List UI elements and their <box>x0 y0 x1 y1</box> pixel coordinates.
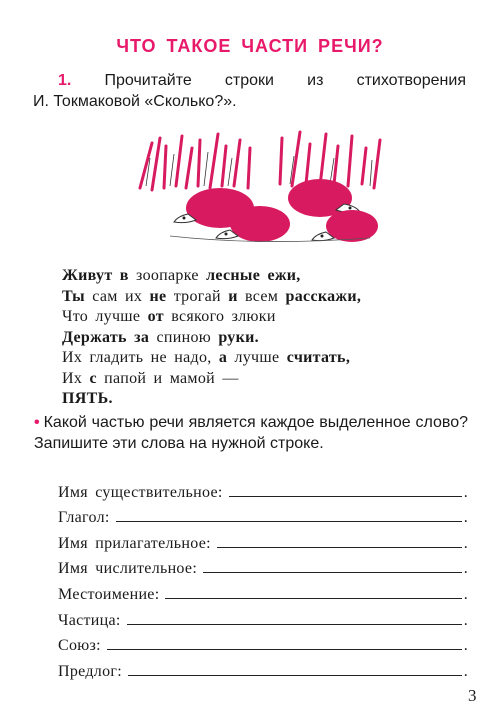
answer-rows <box>58 476 468 681</box>
highlighted-word: руки. <box>218 328 259 346</box>
hedgehogs-illustration <box>130 128 390 250</box>
task-word: строки <box>224 72 274 89</box>
poem-text: лучше <box>227 349 287 366</box>
highlighted-word: считать, <box>286 349 351 366</box>
task-line-2: И. Токмаковой «Сколько?». <box>33 93 237 110</box>
poem-line <box>62 389 462 410</box>
answer-line[interactable] <box>229 495 462 497</box>
poem-line <box>62 307 462 328</box>
poem-text: Их <box>62 369 90 387</box>
page-title: ЧТО ТАКОЕ ЧАСТИ РЕЧИ? <box>116 36 384 56</box>
highlighted-word: от <box>147 308 164 325</box>
highlighted-word: в <box>112 267 137 284</box>
row-label: Имя числительное: <box>58 560 198 578</box>
highlighted-word: за <box>134 328 150 346</box>
task-word: Прочитайте <box>104 72 192 89</box>
highlighted-word: ПЯТЬ. <box>62 390 113 407</box>
answer-line[interactable] <box>203 571 462 573</box>
poem-text: зоопарке <box>136 267 199 284</box>
question <box>34 412 468 454</box>
page-number: 3 <box>468 686 477 705</box>
poem-text: спиною <box>149 328 219 346</box>
bullet-icon: • <box>34 414 40 431</box>
highlighted-word: не <box>149 287 167 305</box>
row-label: Частица: <box>58 611 121 629</box>
poem <box>62 266 462 410</box>
answer-line[interactable] <box>165 597 461 599</box>
poem-text: всякого злюки <box>163 308 276 325</box>
poem-line <box>62 348 462 369</box>
row-label: Предлог: <box>58 662 122 680</box>
poem-text: Что лучше <box>62 308 148 325</box>
highlighted-word: а <box>218 349 228 366</box>
highlighted-word: с <box>89 369 97 387</box>
answer-row: Предлог: . <box>58 662 468 680</box>
question-text: Какой частью речи является каждое выделенное слово? Запишите эти слова на нужной строке. <box>34 414 468 452</box>
answer-row: Имя существительное: . <box>58 483 468 501</box>
poem-line <box>62 287 462 308</box>
task-word: стихотворения <box>356 72 466 89</box>
poem-line <box>62 266 462 287</box>
answer-row: Местоимение: . <box>58 585 468 603</box>
highlighted-word: расскажи, <box>285 287 362 305</box>
row-label: Союз: <box>58 637 101 655</box>
task-1 <box>33 70 466 112</box>
poem-text: папой и мамой — <box>96 369 239 387</box>
row-label: Местоимение: <box>58 585 160 603</box>
row-label: Глагол: <box>58 509 110 527</box>
row-label: Имя прилагательное: <box>58 534 211 552</box>
highlighted-word: лесные <box>206 267 261 284</box>
answer-row: Имя числительное: . <box>58 560 468 578</box>
poem-line <box>62 328 462 349</box>
answer-row: Имя прилагательное: . <box>58 534 468 552</box>
answer-line[interactable] <box>128 674 462 676</box>
highlighted-word: Держать <box>62 328 127 346</box>
answer-row: Глагол: . <box>58 509 468 527</box>
highlighted-word: и <box>228 287 238 305</box>
task-word: из <box>307 72 324 89</box>
answer-line[interactable] <box>217 546 462 548</box>
row-label: Имя существительное: <box>58 483 223 501</box>
highlighted-word: Живут <box>62 267 113 284</box>
poem-text: Их гладить не надо, <box>62 349 219 366</box>
poem-text: всем <box>237 287 286 305</box>
poem-line <box>62 369 462 390</box>
highlighted-word: ежи, <box>267 267 301 284</box>
task-number: 1. <box>58 72 72 89</box>
poem-text: сам их <box>84 287 150 305</box>
answer-line[interactable] <box>116 520 462 522</box>
answer-line[interactable] <box>107 648 462 650</box>
poem-text: трогай <box>166 287 229 305</box>
highlighted-word: Ты <box>62 287 85 305</box>
answer-row: Союз: . <box>58 637 468 655</box>
answer-line[interactable] <box>127 623 462 625</box>
answer-row: Частица: . <box>58 611 468 629</box>
